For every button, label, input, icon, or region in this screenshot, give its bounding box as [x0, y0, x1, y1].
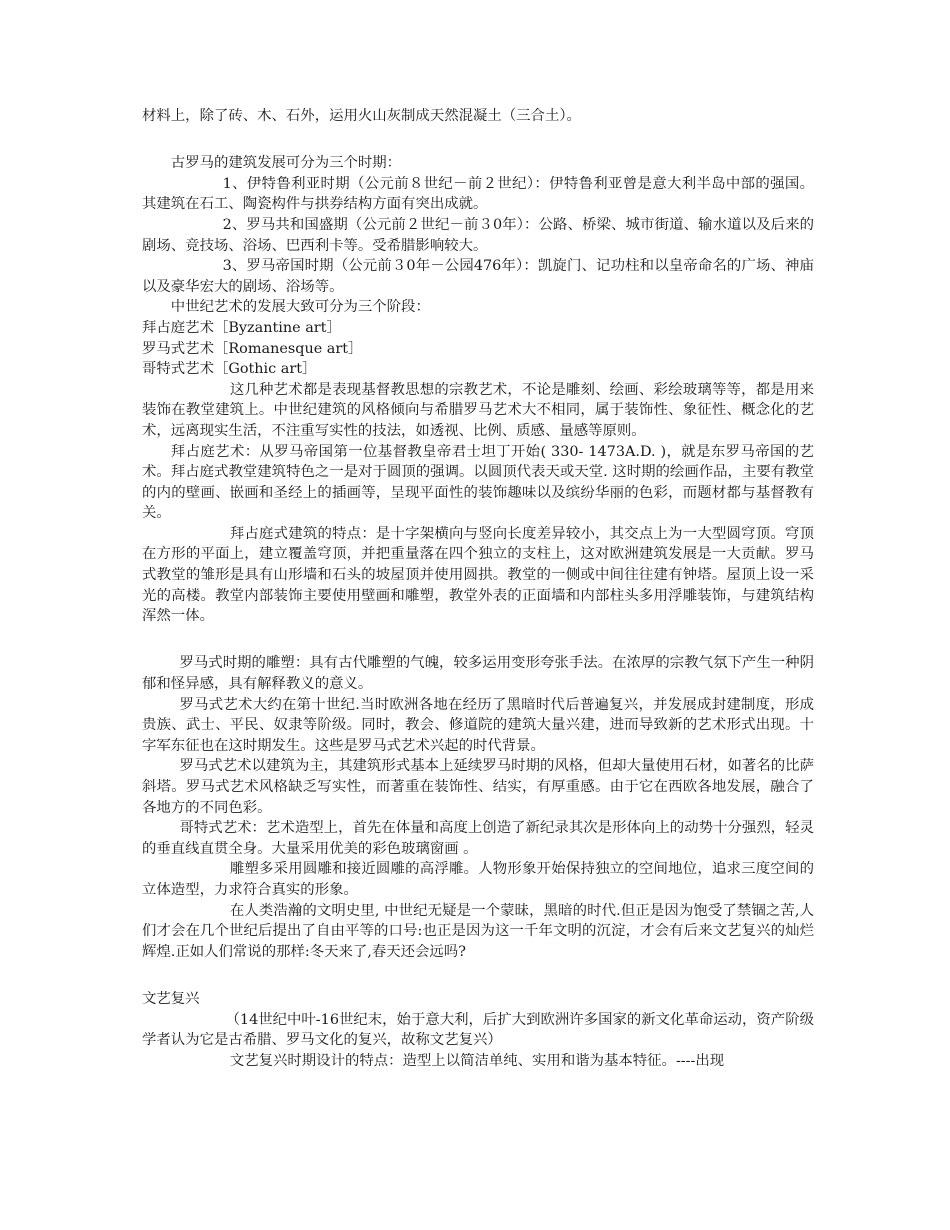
paragraph-dark-ages: 在人类浩瀚的文明史里, 中世纪无疑是一个蒙昧，黑暗的时代.但正是因为饱受了禁锢之苦,人们才会在几个世纪后提出了自由平等的口号:也正是因为这一千年文明的沉淀，才会有后来文艺复兴的灿烂辉煌.正如人们常说的那样:冬天来了,春天还会远吗? — [142, 902, 814, 960]
list-item-byzantine: 拜占庭艺术［Byzantine art］ — [142, 319, 341, 336]
paragraph-byzantine-architecture: 拜占庭式建筑的特点：是十字架横向与竖向长度差异较小，其交点上为一大型圆穹顶。穹顶在方形的平面上，建立覆盖穹顶，并把重量落在四个独立的支柱上，这对欧洲建筑发展是一大贡献。罗马式教堂的雏形是具有山形墙和石头的坡屋顶并使用圆拱。教堂的一侧或中间往往建有钟塔。屋顶上设一采光的高楼。教堂内部装饰主要使用壁画和雕塑，教堂外表的正面墙和内部柱头多用浮雕装饰，与建筑结构浑然一体。 — [142, 525, 814, 625]
paragraph-renaissance-design: 文艺复兴时期设计的特点：造型上以简洁单纯、实用和谐为基本特征。----出现 — [229, 1052, 725, 1069]
paragraph-empire-period: 3、罗马帝国时期（公元前３0年－公园476年）：凯旋门、记功柱和以皇帝命名的广场、神庙以及豪华宏大的剧场、浴场等。 — [142, 258, 814, 295]
paragraph-gothic-art: 哥特式艺术：艺术造型上，首先在体量和高度上创造了新纪录其次是形体向上的动势十分强烈，轻灵的垂直线直贯全身。大量采用优美的彩色玻璃窗画 。 — [142, 820, 814, 857]
paragraph-romanesque-background: 罗马式艺术大约在第十世纪.当时欧洲各地在经历了黑暗时代后普遍复兴，并发展成封建制度，形成贵族、武士、平民、奴隶等阶级。同时，教会、修道院的建筑大量兴建，进而导致新的艺术形式出现。十字军东征也在这时期发生。这些是罗马式艺术兴起的时代背景。 — [142, 696, 814, 754]
paragraph-sculpture: 雕塑多采用圆雕和接近圆雕的高浮雕。人物形象开始保持独立的空间地位，追求三度空间的立体造型，力求符合真实的形象。 — [142, 861, 814, 898]
paragraph-romanesque-architecture: 罗马式艺术以建筑为主，其建筑形式基本上延续罗马时期的风格，但却大量使用石材，如著名的比萨斜塔。罗马式艺术风格缺乏写实性，而著重在装饰性、结实，有厚重感。由于它在西欧各地发展，融合了各地方的不同色彩。 — [142, 758, 814, 816]
paragraph-religious-art: 这几种艺术都是表现基督教思想的宗教艺术，不论是雕刻、绘画、彩绘玻璃等等，都是用来装饰在教堂建筑上。中世纪建筑的风格倾向与希腊罗马艺术大不相同，属于装饰性、象征性、概念化的艺术，远离现实生活，不注重写实性的技法，如透视、比例、质感、量感等原则。 — [142, 381, 814, 439]
paragraph-renaissance-definition: （14世纪中叶-16世纪末，始于意大利，后扩大到欧洲许多国家的新文化革命运动，资产阶级学者认为它是古希腊、罗马文化的复兴，故称文艺复兴） — [142, 1011, 814, 1049]
document-page — [142, 106, 814, 1071]
paragraph-republic-period: 2、罗马共和国盛期（公元前２世纪－前３0年）：公路、桥梁、城市街道、输水道以及后来的剧场、竞技场、浴场、巴西利卡等。受希腊影响较大。 — [142, 216, 814, 254]
paragraph-etruscan-period: 1、伊特鲁利亚时期（公元前８世纪－前２世纪）：伊特鲁利亚曾是意大利半岛中部的强国。其建筑在石工、陶瓷构件与拱券结构方面有突出成就。 — [142, 175, 814, 213]
list-item-gothic: 哥特式艺术［Gothic art］ — [142, 361, 317, 378]
list-item-romanesque: 罗马式艺术［Romanesque art］ — [142, 340, 363, 357]
paragraph-byzantine-art: 拜占庭艺术：从罗马帝国第一位基督教皇帝君士坦丁开始( 330- 1473A.D. )，就是东罗马帝国的艺术。拜占庭式教堂建筑特色之一是对于圆顶的强调。以圆顶代表天或天堂. 这时期的绘画作品，主要有教堂的内的壁画、嵌画和圣经上的插画等，呈现平面性的装饰趣味以及缤纷华丽的色彩，而题材都与基督教有关。 — [142, 443, 814, 522]
paragraph-medieval-intro: 中世纪艺术的发展大致可分为三个阶段： — [170, 299, 430, 316]
paragraph-romanesque-sculpture: 罗马式时期的雕塑：具有古代雕塑的气魄，较多运用变形夸张手法。在浓厚的宗教气氛下产生一种阴郁和怪异感，具有解释教义的意义。 — [142, 655, 814, 693]
paragraph-materials: 材料上，除了砖、木、石外，运用火山灰制成天然混凝土（三合土）。 — [142, 108, 581, 124]
section-heading-renaissance: 文艺复兴 — [142, 990, 200, 1007]
paragraph-roman-periods-intro: 古罗马的建筑发展可分为三个时期： — [170, 155, 402, 172]
